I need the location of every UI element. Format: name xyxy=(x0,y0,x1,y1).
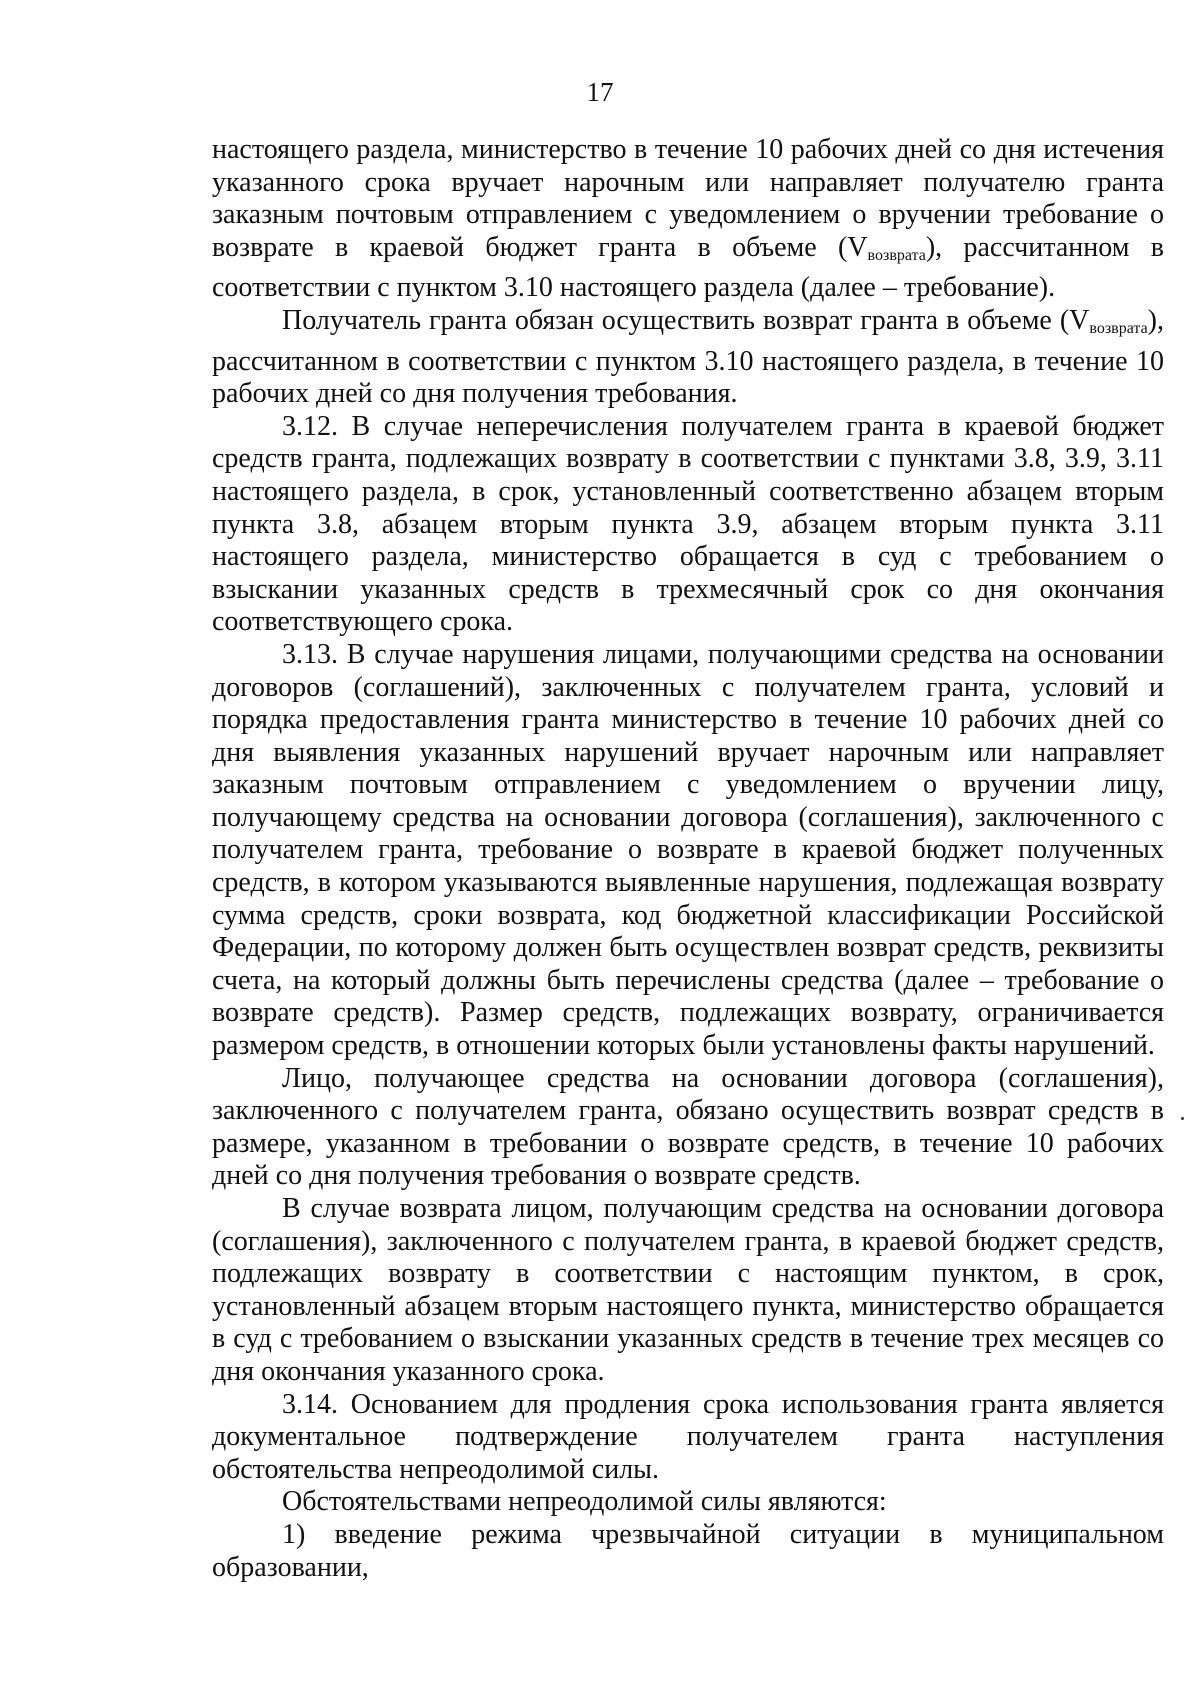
paragraph-text: ), рассчитанном в соответствии с пунктом 3.10 настоящего раздела, в течение 10 рабочих дней со дня получения требования. xyxy=(212,304,1164,410)
subscript-text: возврата xyxy=(867,246,926,264)
paragraph-text: ), рассчитанном в соответствии с пунктом 3.10 настоящего раздела (далее – требование). xyxy=(212,231,1164,304)
page-number: 17 xyxy=(586,77,614,107)
scan-speck xyxy=(1181,1117,1184,1120)
paragraph xyxy=(212,411,1164,639)
paragraph xyxy=(212,1193,1164,1389)
paragraph-text: 3.12. В случае неперечисления получателем гранта в краевой бюджет средств гранта, подлежащих возврату в соответствии с пунктами 3.8, 3.9, 3.11 настоящего раздела, в срок, установленный соответственно абзацем вторым пункта 3.8, абзацем вторым пункта 3.9, абзацем вторым пункта 3.11 настоящего раздела, министерство обращается в суд с требованием о взыскании указанных средств в трехмесячный срок со дня окончания соответствующего срока. xyxy=(212,410,1164,638)
document-body xyxy=(212,134,1164,1584)
paragraph-text: Лицо, получающее средства на основании договора (соглашения), заключенного с получателем гранта, обязано осуществить возврат средств в размере, указанном в требовании о возврате средств, в течение 10 рабочих дней со дня получения требования о возврате средств. xyxy=(212,1062,1164,1192)
paragraph-text: Обстоятельствами непреодолимой силы являются: xyxy=(282,1486,887,1518)
paragraph-text: 3.13. В случае нарушения лицами, получающими средства на основании договоров (соглашений), заключенных с получателем гранта, условий и порядка предоставления гранта министерство в течение 10 рабочих дней со дня выявления указанных нарушений вручает нарочным или направляет заказным почтовым отправлением с уведомлением о вручении лицу, получающему средства на основании договора (соглашения), заключенного с получателем гранта, требование о возврате в краевой бюджет полученных средств, в котором указываются выявленные нарушения, подлежащая возврату сумма средств, сроки возврата, код бюджетной классификации Российской Федерации, по которому должен быть осуществлен возврат средств, реквизиты счета, на который должны быть перечислены средства (далее – требование о возврате средств). Размер средств, подлежащих возврату, ограничивается размером средств, в отношении которых были установлены факты нарушений. xyxy=(212,638,1164,1062)
paragraph xyxy=(212,305,1164,411)
paragraph xyxy=(212,1486,1164,1519)
subscript-text: возврата xyxy=(1089,319,1148,337)
paragraph xyxy=(212,134,1164,305)
paragraph-text: 3.14. Основанием для продления срока использования гранта является документальное подтверждение получателем гранта наступления обстоятельства непреодолимой силы. xyxy=(212,1388,1164,1485)
paragraph xyxy=(212,1389,1164,1487)
paragraph xyxy=(212,1063,1164,1193)
paragraph-text: В случае возврата лицом, получающим средства на основании договора (соглашения), заключенного с получателем гранта, в краевой бюджет средств, подлежащих возврату в соответствии с настоящим пунктом, в срок, установленный абзацем вторым настоящего пункта, министерство обращается в суд с требованием о взыскании указанных средств в течение трех месяцев со дня окончания указанного срока. xyxy=(212,1193,1164,1387)
paragraph-text: настоящего раздела, министерство в течение 10 рабочих дней со дня истечения указанного срока вручает нарочным или направляет получателю гранта заказным почтовым отправлением с уведомлением о вручении требование о возврате в краевой бюджет гранта в объеме (V xyxy=(212,134,1164,263)
paragraph-text: 1) введение режима чрезвычайной ситуации в муниципальном образовании, xyxy=(212,1518,1164,1583)
paragraph-text: Получатель гранта обязан осуществить возврат гранта в объеме (V xyxy=(282,304,1090,336)
paragraph xyxy=(212,1519,1164,1584)
paragraph xyxy=(212,639,1164,1063)
